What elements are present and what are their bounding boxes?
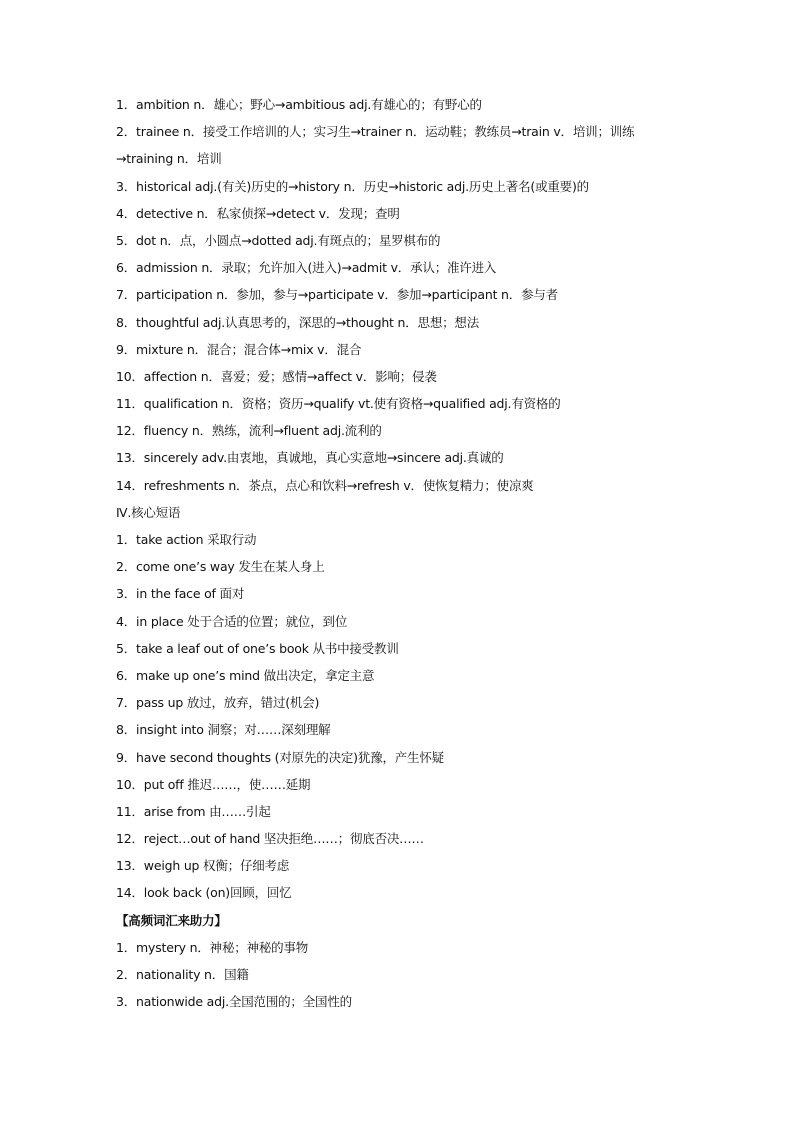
list-item: 11．arise from 由……引起 (116, 803, 271, 819)
list-item: 13．weigh up 权衡；仔细考虑 (116, 858, 290, 874)
section-heading: Ⅳ.核心短语 (116, 504, 181, 520)
list-item: 3．in the face of 面对 (116, 586, 245, 602)
list-item: 1．mystery n．神秘；神秘的事物 (116, 939, 309, 955)
list-item: 8．insight into 洞察；对……深刻理解 (116, 722, 331, 738)
list-item: 9．have second thoughts (对原先的决定)犹豫，产生怀疑 (116, 749, 444, 765)
list-item: 14．refreshments n．茶点，点心和饮料→refresh v．使恢复精力；使凉爽 (116, 477, 534, 493)
list-item: 2．come one’s way 发生在某人身上 (116, 559, 325, 575)
list-item: 4．detective n．私家侦探→detect v．发现；查明 (116, 205, 400, 221)
list-item: 9．mixture n．混合；混合体→mix v．混合 (116, 341, 362, 357)
list-item-continuation: →training n．培训 (116, 151, 222, 167)
list-item: 10．put off 推迟……，使……延期 (116, 776, 311, 792)
list-item: 3．nationwide adj.全国范围的；全国性的 (116, 994, 352, 1010)
vocabulary-list (116, 94, 716, 1018)
list-item: 11．qualification n．资格；资历→qualify vt.使有资格→qualified adj.有资格的 (116, 396, 561, 412)
list-item: 6．make up one’s mind 做出决定，拿定主意 (116, 667, 375, 683)
list-item: 14．look back (on)回顾，回忆 (116, 885, 292, 901)
list-item: 2．nationality n．国籍 (116, 967, 249, 982)
list-item: 10．affection n．喜爱；爱；感情→affect v．影响；侵袭 (116, 368, 437, 384)
section-heading: 【高频词汇来助力】 (116, 912, 227, 928)
list-item: 3．historical adj.(有关)历史的→history n．历史→historic adj.历史上著名(或重要)的 (116, 178, 589, 194)
list-item: 12．reject…out of hand 坚决拒绝……；彻底否决…… (116, 831, 424, 847)
list-item: 1．ambition n．雄心；野心→ambitious adj.有雄心的；有野心的 (116, 97, 482, 112)
list-item: 2．trainee n．接受工作培训的人；实习生→trainer n．运动鞋；教练员→train v．培训；训练 (116, 124, 635, 140)
list-item: 8．thoughtful adj.认真思考的，深思的→thought n．思想；想法 (116, 314, 480, 330)
list-item: 5．take a leaf out of one’s book 从书中接受教训 (116, 640, 399, 656)
list-item: 1．take action 采取行动 (116, 532, 257, 547)
list-item: 12．fluency n．熟练，流利→fluent adj.流利的 (116, 423, 382, 439)
list-item: 13．sincerely adv.由衷地，真诚地，真心实意地→sincere adj.真诚的 (116, 450, 504, 466)
list-item: 5．dot n．点，小圆点→dotted adj.有斑点的；星罗棋布的 (116, 232, 441, 248)
list-item: 7．participation n．参加，参与→participate v．参加→participant n．参与者 (116, 287, 558, 303)
list-item: 7．pass up 放过，放弃，错过(机会) (116, 695, 320, 711)
list-item: 4．in place 处于合适的位置；就位，到位 (116, 613, 348, 629)
list-item: 6．admission n．录取；允许加入(进入)→admit v．承认；准许进入 (116, 260, 497, 276)
